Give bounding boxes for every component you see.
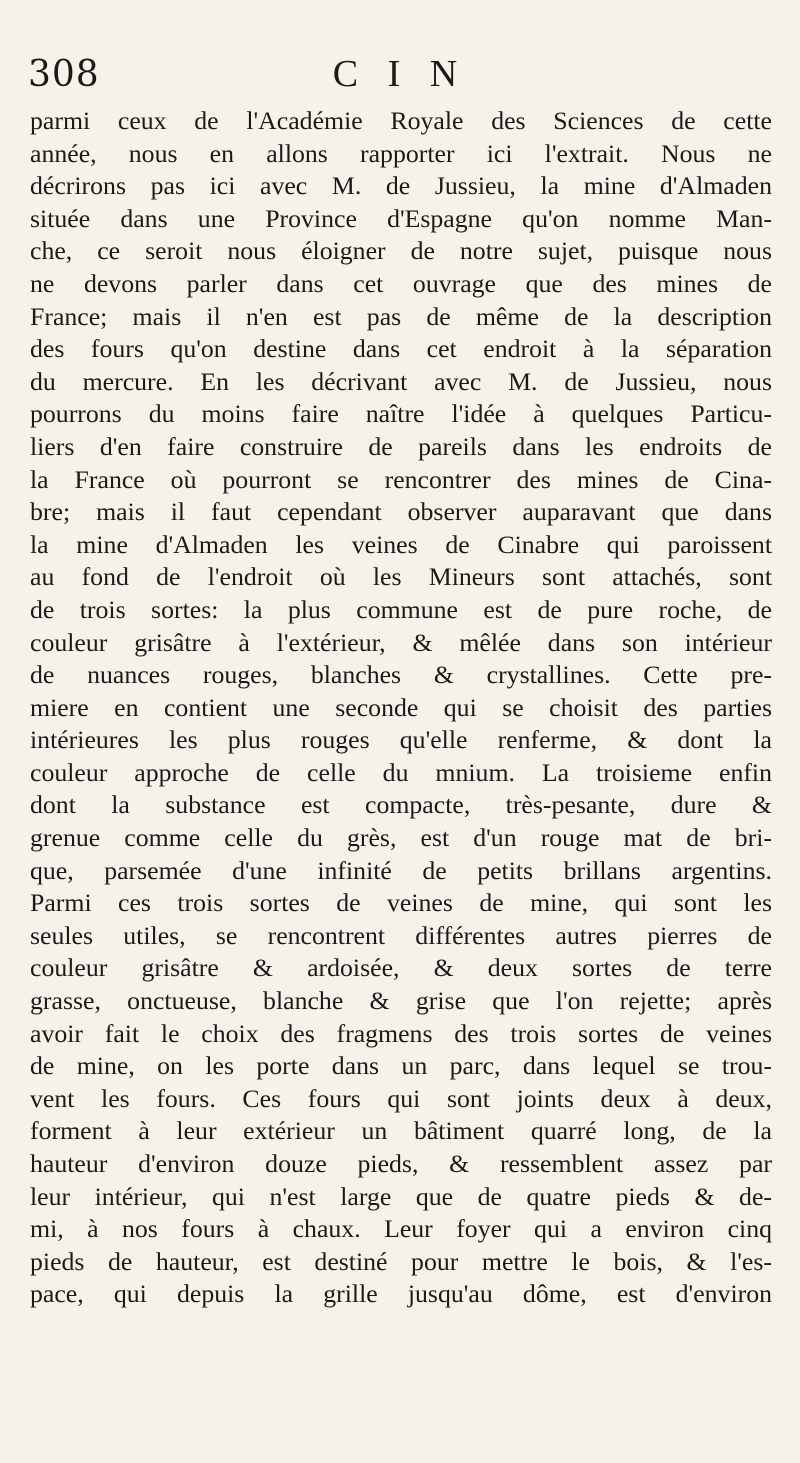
- text-line: grenue comme celle du grès, est d'un rouge mat de bri-: [30, 823, 772, 853]
- text-line: miere en contient une seconde qui se choisit des parties: [30, 692, 772, 722]
- text-line: de nuances rouges, blanches & crystallines. Cette pre-: [30, 660, 772, 690]
- text-line: décrirons pas ici avec M. de Jussieu, la mine d'Almaden: [30, 171, 772, 201]
- text-line: mi, à nos fours à chaux. Leur foyer qui a environ cinq: [30, 1214, 772, 1244]
- text-line: la mine d'Almaden les veines de Cinabre qui paroissent: [30, 529, 772, 559]
- text-line: hauteur d'environ douze pieds, & ressemblent assez par: [30, 1149, 772, 1178]
- text-line: pace, qui depuis la grille jusqu'au dôme, est d'environ: [30, 1279, 772, 1309]
- text-line: pourrons du moins faire naître l'idée à quelques Particu-: [30, 399, 772, 429]
- text-line: grasse, onctueuse, blanche & grise que l'on rejette; après: [30, 986, 772, 1016]
- text-line: France; mais il n'en est pas de même de la description: [30, 301, 772, 331]
- text-line: parmi ceux de l'Académie Royale des Sciences de cette: [30, 106, 772, 135]
- text-line: liers d'en faire construire de pareils dans les endroits de: [30, 431, 772, 461]
- text-line: bre; mais il faut cependant observer auparavant que dans: [30, 497, 772, 527]
- text-line: couleur approche de celle du mnium. La troisieme enfin: [30, 757, 772, 787]
- text-line: Parmi ces trois sortes de veines de mine, qui sont les: [30, 888, 772, 918]
- text-line: avoir fait le choix des fragmens des trois sortes de veines: [30, 1018, 772, 1048]
- text-line: ne devons parler dans cet ouvrage que des mines de: [30, 268, 772, 298]
- text-line: du mercure. En les décrivant avec M. de Jussieu, nous: [30, 366, 772, 396]
- text-line: année, nous en allons rapporter ici l'extrait. Nous ne: [30, 138, 772, 168]
- text-line: intérieures les plus rouges qu'elle renferme, & dont la: [30, 725, 772, 755]
- page-header: [28, 52, 772, 112]
- text-line: située dans une Province d'Espagne qu'on nomme Man-: [30, 203, 772, 233]
- text-line: couleur grisâtre à l'extérieur, & mêlée dans son intérieur: [30, 627, 772, 657]
- text-line: couleur grisâtre & ardoisée, & deux sortes de terre: [30, 953, 772, 983]
- text-line: leur intérieur, qui n'est large que de quatre pieds & de-: [30, 1181, 772, 1211]
- page-number: 308: [28, 54, 100, 95]
- text-line: des fours qu'on destine dans cet endroit à la séparation: [30, 334, 772, 364]
- text-line: seules utiles, se rencontrent différentes autres pierres de: [30, 920, 772, 950]
- text-line: dont la substance est compacte, très-pesante, dure &: [30, 790, 772, 820]
- text-line: che, ce seroit nous éloigner de notre sujet, puisque nous: [30, 236, 772, 266]
- text-line: pieds de hauteur, est destiné pour mettre le bois, & l'es-: [30, 1246, 772, 1276]
- text-line: la France où pourront se rencontrer des mines de Cina-: [30, 464, 772, 494]
- text-line: de mine, on les porte dans un parc, dans lequel se trou-: [30, 1051, 772, 1081]
- text-line: vent les fours. Ces fours qui sont joints deux à deux,: [30, 1083, 772, 1113]
- body-text: [30, 105, 772, 1311]
- text-line: au fond de l'endroit où les Mineurs sont attachés, sont: [30, 562, 772, 592]
- text-line: que, parsemée d'une infinité de petits brillans argentins.: [30, 855, 772, 885]
- text-line: forment à leur extérieur un bâtiment quarré long, de la: [30, 1116, 772, 1146]
- running-head: C I N: [332, 53, 468, 95]
- text-line: de trois sortes: la plus commune est de pure roche, de: [30, 594, 772, 624]
